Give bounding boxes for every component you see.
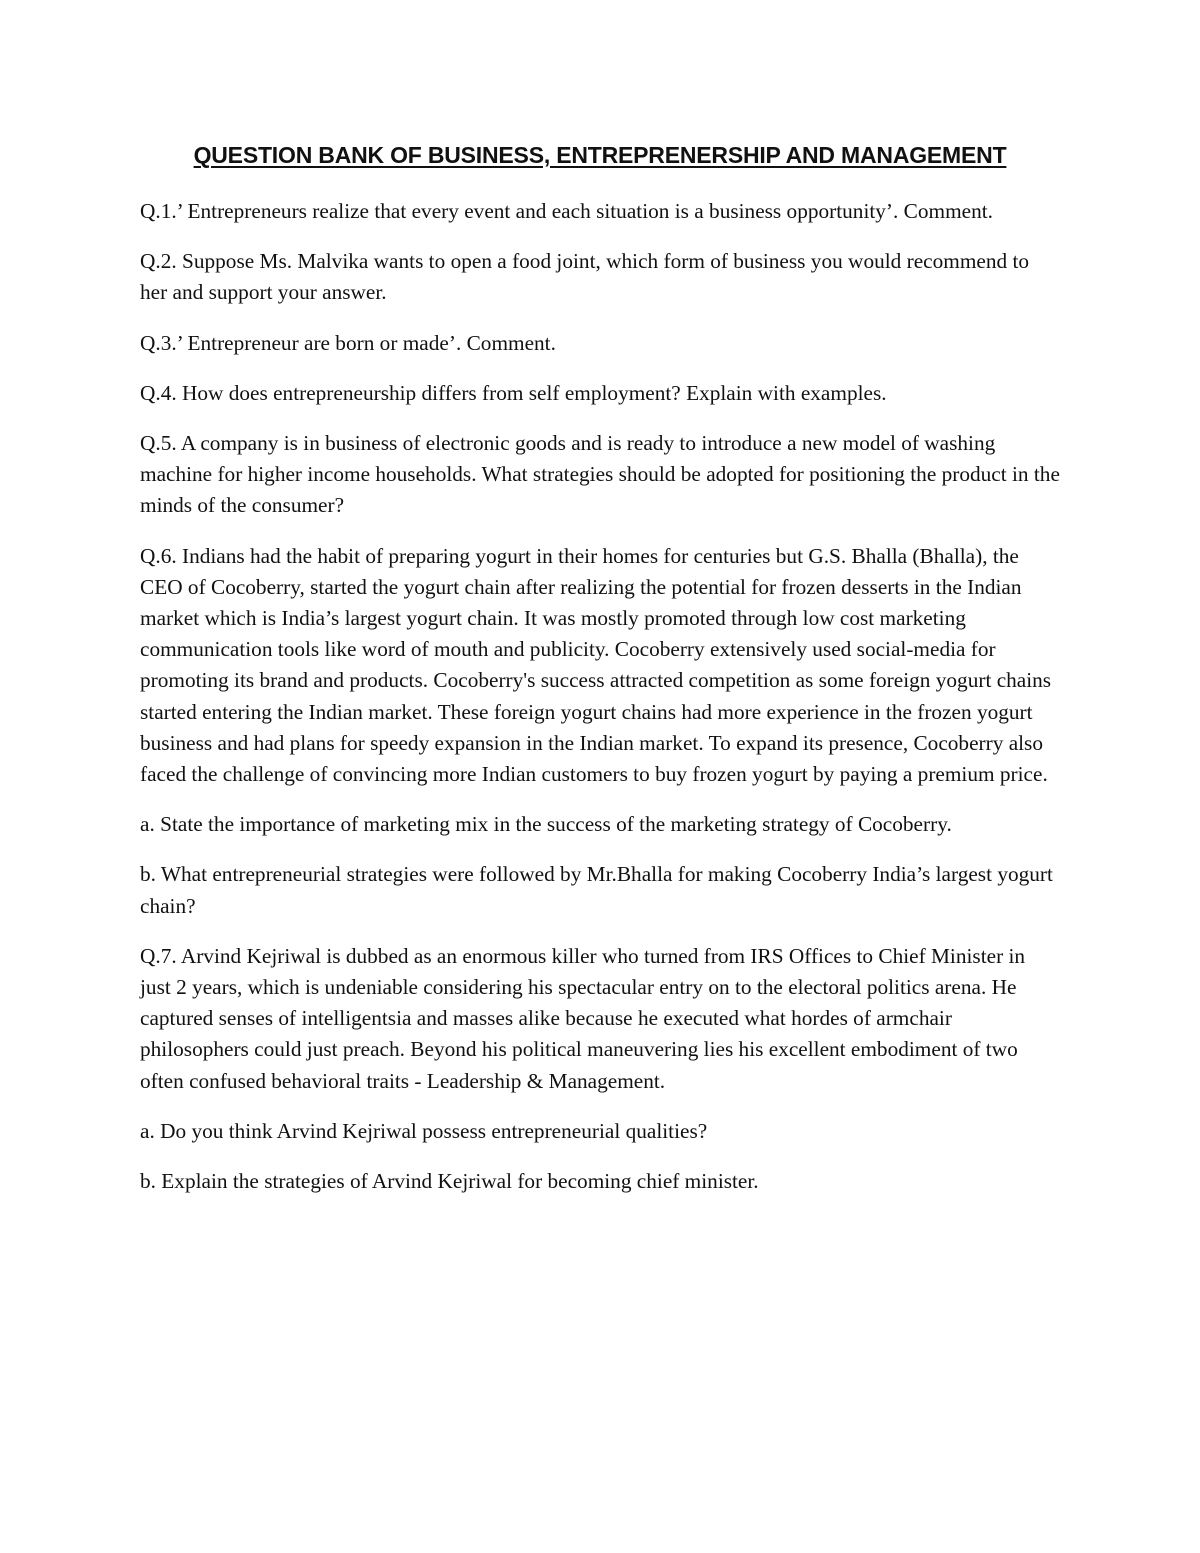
question-7: Q.7. Arvind Kejriwal is dubbed as an enormous killer who turned from IRS Offices to Chief Minister in just 2 years, which is undeniable considering his spectacular entry on to the electoral politics arena. He captured senses of intelligentsia and masses alike because he executed what hordes of armchair philosophers could just preach. Beyond his political maneuvering lies his excellent embodiment of two often confused behavioral traits - Leadership & Management. (140, 943, 1026, 1093)
question-6: Q.6. Indians had the habit of preparing yogurt in their homes for centuries but G.S. Bhalla (Bhalla), the CEO of Cocoberry, started the yogurt chain after realizing the potential for frozen desserts in the Indian market which is India’s largest yogurt chain. It was mostly promoted through low cost marketing communication tools like word of mouth and publicity. Cocoberry extensively used social-media for promoting its brand and products. Cocoberry's success attracted competition as some foreign yogurt chains started entering the Indian market. These foreign yogurt chains had more experience in the frozen yogurt business and had plans for speedy expansion in the Indian market. To expand its presence, Cocoberry also faced the challenge of convincing more Indian customers to buy frozen yogurt by paying a premium price. (140, 543, 1052, 787)
question-3: Q.3.’ Entrepreneur are born or made’. Comment. (140, 330, 556, 355)
document-title: QUESTION BANK OF BUSINESS, ENTREPRENERSHIP AND MANAGEMENT (193, 142, 1007, 168)
question-list (140, 196, 1060, 1216)
question-2: Q.2. Suppose Ms. Malvika wants to open a food joint, which form of business you would recommend to her and support your answer. (140, 249, 1030, 305)
question-7-part-a: a. Do you think Arvind Kejriwal possess entrepreneurial qualities? (140, 1118, 708, 1143)
question-7-part-b: b. Explain the strategies of Arvind Kejriwal for becoming chief minister. (140, 1169, 759, 1194)
question-6-part-a: a. State the importance of marketing mix in the success of the marketing strategy of Cocoberry. (140, 812, 952, 837)
question-4: Q.4. How does entrepreneurship differs from self employment? Explain with examples. (140, 380, 887, 405)
question-6-part-b: b. What entrepreneurial strategies were followed by Mr.Bhalla for making Cocoberry India’s largest yogurt chain? (140, 862, 1053, 918)
question-5: Q.5. A company is in business of electronic goods and is ready to introduce a new model of washing machine for higher income households. What strategies should be adopted for positioning the product in the minds of the consumer? (140, 431, 1060, 518)
question-1: Q.1.’ Entrepreneurs realize that every event and each situation is a business opportunity’. Comment. (140, 199, 993, 223)
